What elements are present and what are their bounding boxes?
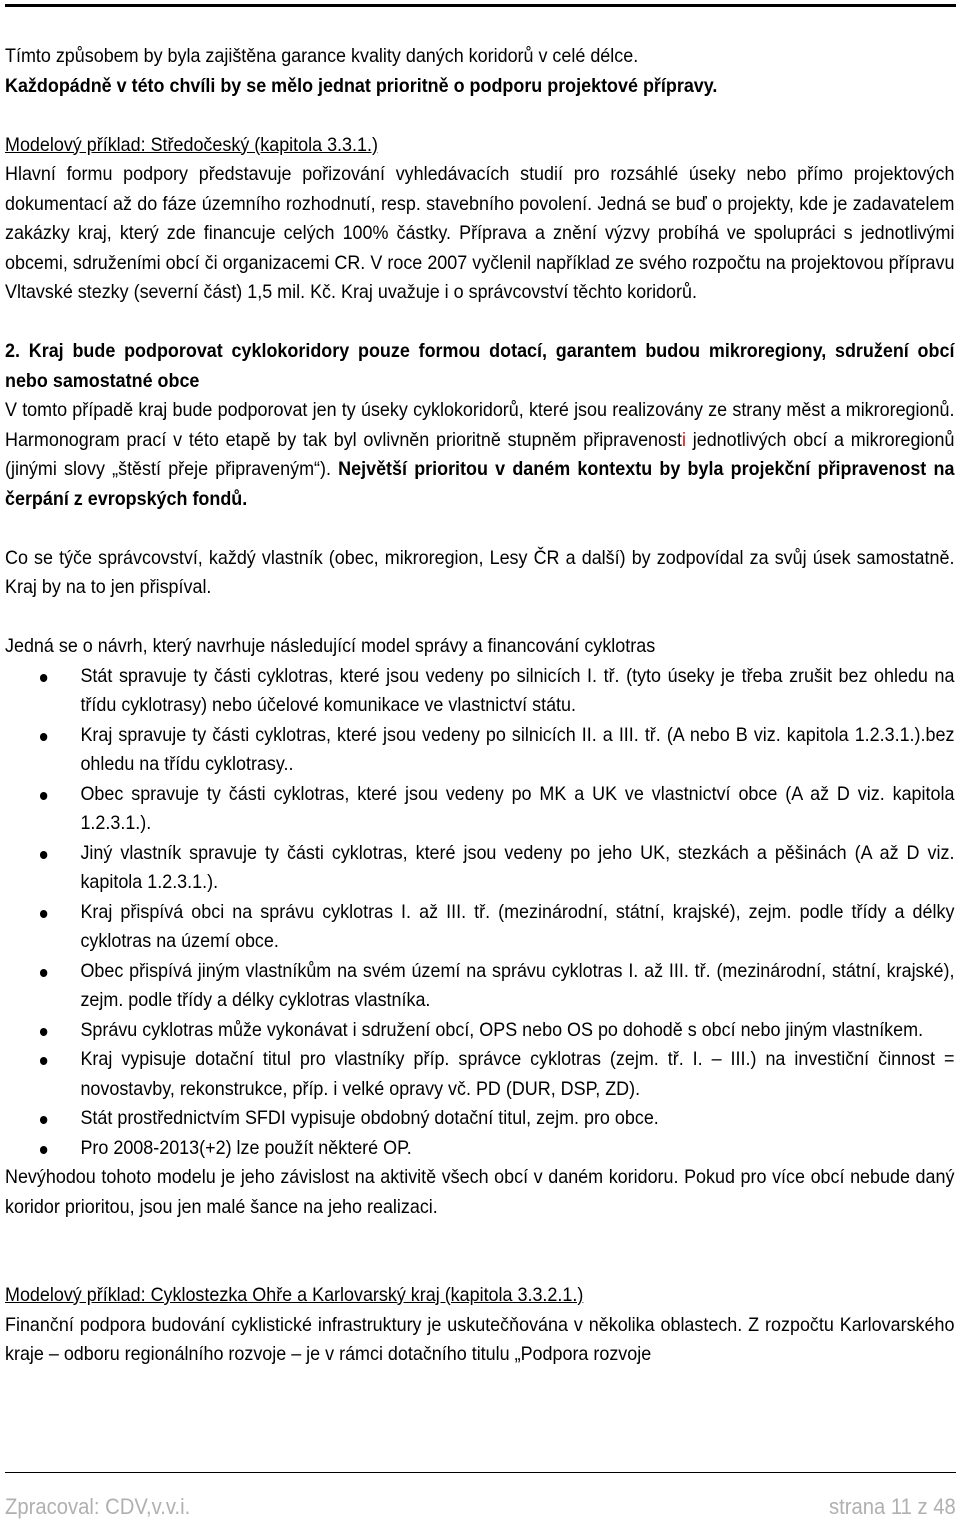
- bullet-icon: [40, 910, 47, 918]
- bold-text: Největší prioritou v daném kontextu by byla projekční připravenost na čerpání z evropských fondů.: [5, 458, 955, 510]
- bullet-icon: [40, 1057, 47, 1065]
- bullet-icon: [40, 851, 47, 859]
- bullet-icon: [40, 969, 47, 977]
- list-item: Jiný vlastník spravuje ty části cyklotras, které jsou vedeny po jeho UK, stezkách a pěšinách (A až D viz. kapitola 1.2.3.1.).: [5, 839, 954, 898]
- footer-rule: [5, 1472, 956, 1473]
- paragraph: [5, 396, 954, 514]
- list-item: Obec přispívá jiným vlastníkům na svém území na správu cyklotras I. až III. tř. (mezinárodní, státní, krajské), zejm. podle třídy a délky cyklotras vlastníka.: [5, 957, 954, 1016]
- list-item: Kraj přispívá obci na správu cyklotras I. až III. tř. (mezinárodní, státní, krajské), zejm. podle třídy a délky cyklotras na území obce.: [5, 898, 954, 957]
- bullet-icon: [40, 674, 47, 682]
- header-rule: [5, 4, 956, 7]
- highlighted-letter: i: [681, 428, 686, 451]
- list-item: Správu cyklotras může vykonávat i sdružení obcí, OPS nebo OS po dohodě s obcí nebo jiným vlastníkem.: [5, 1016, 954, 1046]
- page-number: strana 11 z 48: [829, 1494, 956, 1519]
- list-item: Pro 2008-2013(+2) lze použít některé OP.: [5, 1134, 954, 1164]
- bullet-icon: [40, 1116, 47, 1124]
- footer-author: Zpracoval: CDV,v.v.i.: [5, 1494, 191, 1519]
- bullet-icon: [40, 792, 47, 800]
- model-example-heading: Modelový příklad: Cyklostezka Ohře a Karlovarský kraj (kapitola 3.3.2.1.): [5, 1284, 584, 1306]
- list-intro: Jedná se o návrh, který navrhuje následující model správy a financování cyklotras: [5, 635, 656, 657]
- list-item: Obec spravuje ty části cyklotras, které jsou vedeny po MK a UK ve vlastnictví obce (A až D viz. kapitola 1.2.3.1.).: [5, 780, 954, 839]
- paragraph-line-bold: Každopádně v této chvíli by se mělo jednat prioritně o podporu projektové přípravy.: [5, 74, 718, 97]
- section-heading: 2. Kraj bude podporovat cyklokoridory pouze formou dotací, garantem budou mikroregiony, sdružení obcí nebo samostatné obce: [5, 340, 955, 392]
- paragraph: Co se týče správcovství, každý vlastník (obec, mikroregion, Lesy ČR a další) by zodpovídal za svůj úsek samostatně. Kraj by na to jen přispíval.: [5, 546, 955, 598]
- paragraph-text: V tomto případě kraj bude podporovat jen ty úseky cyklokoridorů, které jsou realizovány ze strany měst a mikroregionů. Harmonogram prací v této etapě by tak byl ovlivněn prioritně stupněm připravenost: [5, 399, 955, 451]
- paragraph: Nevýhodou tohoto modelu je jeho závislost na aktivitě všech obcí v daném koridoru. Pokud pro více obcí nebude daný koridor prioritou, jsou jen malé šance na jeho realizaci.: [5, 1166, 955, 1218]
- model-example-heading: Modelový příklad: Středočeský (kapitola 3.3.1.): [5, 133, 378, 156]
- paragraph-line: Tímto způsobem by byla zajištěna garance kvality daných koridorů v celé délce.: [5, 45, 639, 67]
- list-item: Stát prostřednictvím SFDI vypisuje obdobný dotační titul, zejm. pro obce.: [5, 1104, 954, 1134]
- bullet-icon: [40, 733, 47, 741]
- paragraph: Hlavní formu podpory představuje pořizování vyhledávacích studií pro rozsáhlé úseky nebo přímo projektových dokumentací až do fáze územního rozhodnutí, resp. stavebního povolení. Jedná se buď o projekty, kde je zadavatelem zakázky kraj, který zde financuje celých 100% částky. Příprava a znění výzvy probíhá ve spolupráci s jednotlivými obcemi, sdruženími obcí či organizacemi CR. V roce 2007 vyčlenil například ze svého rozpočtu na projektovou přípravu Vltavské stezky (severní část) 1,5 mil. Kč. Kraj uvažuje i o správcovství těchto koridorů.: [5, 163, 955, 303]
- list-item: Kraj vypisuje dotační titul pro vlastníky příp. správce cyklotras (zejm. tř. I. – III.) na investiční činnost = novostavby, rekonstrukce, příp. i velké opravy vč. PD (DUR, DSP, ZD).: [5, 1045, 954, 1104]
- bullet-list: [5, 662, 954, 1164]
- bullet-icon: [40, 1028, 47, 1036]
- paragraph: Finanční podpora budování cyklistické infrastruktury je uskutečňována v několika oblastech. Z rozpočtu Karlovarského kraje – odboru regionálního rozvoje – je v rámci dotačního titulu „Podpora rozvoje: [5, 1313, 955, 1365]
- list-item: Kraj spravuje ty části cyklotras, které jsou vedeny po silnicích II. a III. tř. (A nebo B viz. kapitola 1.2.3.1.).bez ohledu na třídu cyklotrasy..: [5, 721, 954, 780]
- bullet-icon: [40, 1146, 47, 1154]
- document-body: [5, 42, 954, 1370]
- paragraph-text: jednotlivých obcí a mikroregionů (jinými slovy „štěstí přeje připraveným“).: [5, 428, 955, 480]
- list-item: Stát spravuje ty části cyklotras, které jsou vedeny po silnicích I. tř. (tyto úseky je třeba zrušit bez ohledu na třídu cyklotrasy) nebo účelové komunikace ve vlastnictví státu.: [5, 662, 954, 721]
